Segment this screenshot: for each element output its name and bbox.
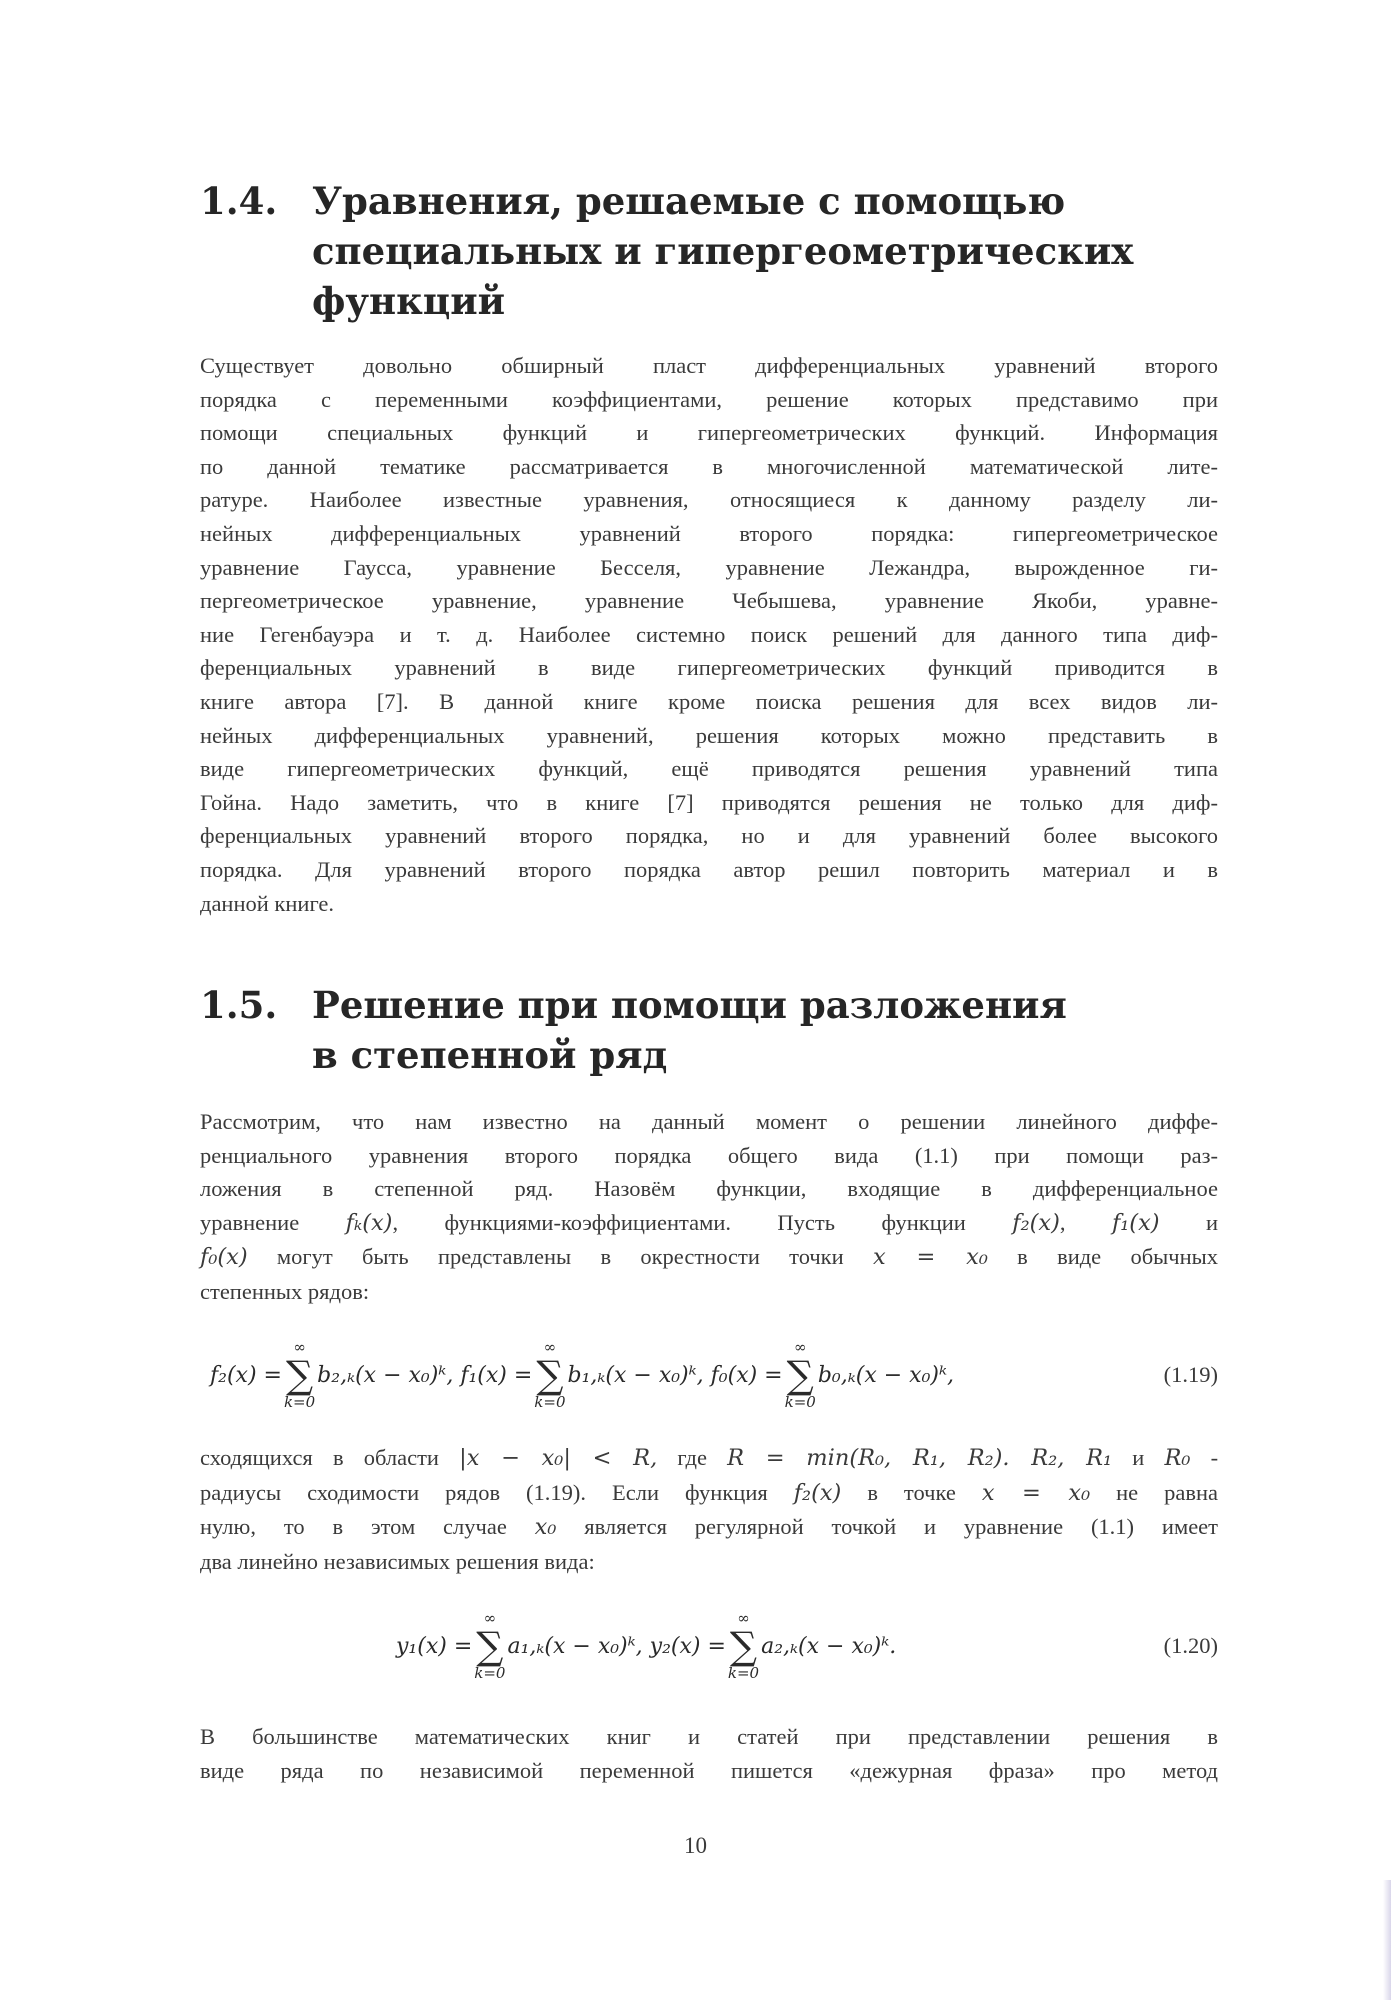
- eq-lhs: y₁(x) =: [396, 1633, 473, 1659]
- eq-term: b₁,ₖ(x − x₀)ᵏ, f₀(x) =: [567, 1362, 783, 1388]
- eq-term: b₀,ₖ(x − x₀)ᵏ,: [817, 1362, 954, 1388]
- text-line: [200, 1240, 1218, 1275]
- equation-body: [396, 1596, 896, 1696]
- math-f1: f₁(x): [1111, 1209, 1160, 1236]
- text-line: Существует довольно обширный пласт дифференциальных уравнений второго: [200, 353, 1218, 378]
- sum-lower-limit: k=0: [727, 1664, 760, 1682]
- text-line: [200, 1510, 1218, 1545]
- text-fragment: -: [1210, 1445, 1219, 1470]
- text-line: ренциального уравнения второго порядка общего вида (1.1) при помощи раз-: [200, 1142, 1218, 1168]
- section-title: [312, 980, 1067, 1080]
- sum-symbol: ∞ ∑ k=0: [474, 1609, 506, 1682]
- section-title-line: в степенной ряд: [312, 1033, 668, 1077]
- text-line: два линейно независимых решения вида:: [200, 1548, 595, 1574]
- text-line: [200, 1476, 1218, 1511]
- section-number: 1.5.: [200, 983, 278, 1027]
- eq-lhs: f₂(x) =: [210, 1362, 282, 1388]
- section-title-line: Решение при помощи разложения: [312, 983, 1067, 1027]
- math-f2: f₂(x): [793, 1479, 842, 1506]
- sum-upper-limit: ∞: [543, 1338, 557, 1356]
- text-line: пергеометрическое уравнение, уравнение Чебышева, уравнение Якоби, уравне-: [200, 588, 1218, 614]
- text-line: нейных дифференциальных уравнений второго порядка: гипергеометрическое: [200, 520, 1218, 546]
- scan-edge: [1383, 1880, 1391, 2000]
- equation-1-20: [200, 1596, 1218, 1696]
- math-x-eq-x0: x = x₀: [872, 1244, 988, 1271]
- sum-symbol: ∞ ∑ k=0: [534, 1338, 566, 1411]
- eq-term: b₂,ₖ(x − x₀)ᵏ, f₁(x) =: [317, 1362, 533, 1388]
- text-line: Гойна. Надо заметить, что в книге [7] приводятся решения не только для диф-: [200, 789, 1218, 815]
- section-title-line: специальных и гипергеометрических: [312, 229, 1134, 273]
- math-r0: R₀: [1164, 1445, 1191, 1471]
- page-number: 10: [684, 1833, 707, 1858]
- text-line: ференциальных уравнений второго порядка, но и для уравнений более высокого: [200, 823, 1218, 849]
- text-line: ратуре. Наиболее известные уравнения, относящиеся к данному разделу ли-: [200, 487, 1218, 513]
- sum-lower-limit: k=0: [474, 1664, 506, 1682]
- math-x0: x₀: [534, 1514, 557, 1541]
- text-line: ние Гегенбауэра и т. д. Наиболее системно поиск решений для данного типа диф-: [200, 621, 1218, 647]
- sum-upper-limit: ∞: [737, 1609, 750, 1627]
- text-line: уравнение Гаусса, уравнение Бесселя, уравнение Лежандра, вырожденное ги-: [200, 554, 1218, 580]
- text-fragment: , функциями-коэффициентами. Пусть функции: [392, 1209, 966, 1235]
- math-f0: f₀(x): [200, 1244, 248, 1271]
- text-line: книге автора [7]. В данной книге кроме поиска решения для всех видов ли-: [200, 688, 1218, 714]
- text-line: нейных дифференциальных уравнений, решения которых можно представить в: [200, 722, 1218, 748]
- sum-symbol: ∞ ∑ k=0: [283, 1338, 316, 1411]
- text-fragment: и: [1132, 1445, 1145, 1470]
- math-r-def: R = min(R₀, R₁, R₂). R₂, R₁: [727, 1445, 1113, 1471]
- equation-number: (1.19): [1163, 1362, 1218, 1387]
- section-heading-1-5: [200, 980, 1240, 1080]
- section-number: 1.4.: [200, 179, 278, 223]
- sum-lower-limit: k=0: [784, 1393, 816, 1411]
- text-fragment: является регулярной точкой и уравнение (1.1) имеет: [584, 1514, 1218, 1540]
- text-fragment: могут быть представлены в окрестности точки: [276, 1244, 844, 1270]
- sum-symbol: ∞ ∑ k=0: [784, 1338, 816, 1411]
- text-line: порядка с переменными коэффициентами, решение которых представимо при: [200, 386, 1218, 412]
- text-line: ференциальных уравнений в виде гипергеометрических функций приводится в: [200, 655, 1218, 681]
- text-fragment: сходящихся в области: [200, 1445, 439, 1470]
- text-fragment: не равна: [1116, 1479, 1219, 1505]
- text-line: В большинстве математических книг и статей при представлении решения в: [200, 1724, 1218, 1749]
- sum-upper-limit: ∞: [483, 1609, 497, 1627]
- text-fragment: нулю, то в этом случае: [200, 1514, 507, 1540]
- text-line: помощи специальных функций и гипергеометрических функций. Информация: [200, 420, 1218, 446]
- text-line: порядка. Для уравнений второго порядка автор решил повторить материал и в: [200, 856, 1218, 882]
- eq-term: a₂,ₖ(x − x₀)ᵏ.: [761, 1633, 897, 1659]
- math-fk: fₖ(x): [345, 1209, 393, 1236]
- text-fragment: в точке: [867, 1479, 956, 1505]
- section-heading-1-4: [200, 176, 1240, 326]
- section-title: [312, 176, 1133, 326]
- text-fragment: где: [677, 1445, 707, 1470]
- equation-body: [210, 1325, 954, 1425]
- equation-number: (1.20): [1163, 1633, 1218, 1658]
- text-line: данной книге.: [200, 890, 334, 916]
- text-line: Рассмотрим, что нам известно на данный момент о решении линейного диффе-: [200, 1109, 1218, 1134]
- text-fragment: в виде обычных: [1017, 1244, 1219, 1270]
- sum-lower-limit: k=0: [283, 1393, 316, 1411]
- equation-1-19: [200, 1325, 1218, 1425]
- text-line: виде гипергеометрических функций, ещё приводятся решения уравнений типа: [200, 756, 1218, 782]
- sum-upper-limit: ∞: [293, 1338, 306, 1356]
- text-fragment: радиусы сходимости рядов (1.19). Если функция: [200, 1479, 768, 1505]
- paragraph-1: [200, 349, 1218, 920]
- text-line: уравнение fₖ(x), функциями-коэффициентами. Пусть функции f₂(x), f₁(x) и: [200, 1209, 1219, 1236]
- text-line: по данной тематике рассматривается в многочисленной математической лите-: [200, 453, 1218, 479]
- section-title-line: функций: [312, 279, 506, 323]
- eq-term: a₁,ₖ(x − x₀)ᵏ, y₂(x) =: [507, 1633, 726, 1659]
- text-line: ложения в степенной ряд. Назовём функции, входящие в дифференциальное: [200, 1176, 1218, 1202]
- sum-lower-limit: k=0: [534, 1393, 566, 1411]
- sum-upper-limit: ∞: [793, 1338, 807, 1356]
- text-fragment: уравнение: [200, 1209, 300, 1235]
- math-f2: f₂(x): [1012, 1209, 1060, 1236]
- text-fragment: и: [1205, 1209, 1219, 1235]
- sum-symbol: ∞ ∑ k=0: [727, 1609, 760, 1682]
- math-x-eq-x0: x = x₀: [981, 1479, 1091, 1506]
- text-line: виде ряда по независимой переменной пишется «дежурная фраза» про метод: [200, 1757, 1218, 1783]
- paragraph-3: [200, 1441, 1218, 1578]
- text-line: [200, 1441, 1218, 1476]
- text-line: степенных рядов:: [200, 1278, 370, 1304]
- paragraph-4: [200, 1720, 1218, 1787]
- paragraph-2: [200, 1105, 1218, 1309]
- math-region: |x − x₀| < R,: [459, 1445, 658, 1471]
- section-title-line: Уравнения, решаемые с помощью: [312, 179, 1066, 223]
